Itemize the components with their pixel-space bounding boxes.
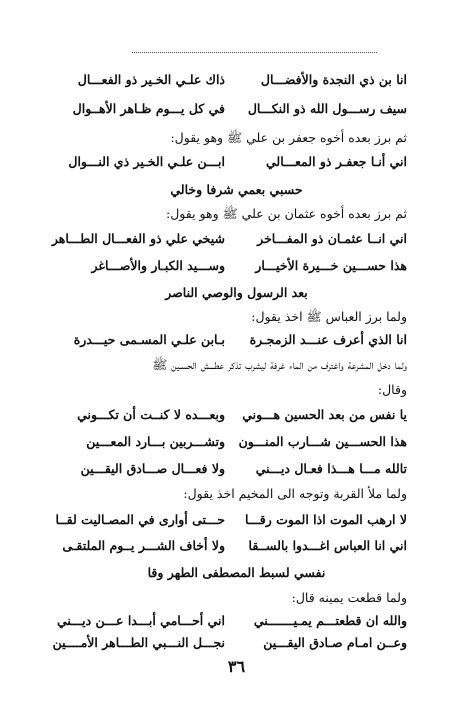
verse-first-hemistich: تالله مـــا هـــذا فعـال ديـــني xyxy=(255,461,407,476)
verse-second-hemistich: وتشـــربين بـــارد المعـــين xyxy=(86,434,225,449)
prose-line: ولما دخل المشرعة واغترف من الماء غرفة ليشرب تذكر عطـــش الحسـين ﷺ xyxy=(152,357,407,372)
prose-line: ثم برز بعده أخوه عثمان بن علي ﷺ وهو يقول: xyxy=(166,206,407,221)
verse-first-hemistich: انا بن ذي النجدة والأفضـــال xyxy=(260,72,407,87)
verse-second-hemistich: في كل يـــوم ظـاهر الأهــوال xyxy=(72,101,225,116)
verse-second-hemistich: نجـــل النـــبي الطـــاهر الأمــــين xyxy=(52,635,225,650)
verse-second-hemistich: اني أحـــامي أبـــدا عـــن ديـــني xyxy=(56,613,225,628)
verse-line xyxy=(0,258,473,282)
verse-line xyxy=(0,101,473,125)
prose-line: ثم برز بعده أخوه جعفر بن علي ﷺ وهو يقول: xyxy=(170,130,407,145)
verse-line xyxy=(0,461,473,485)
prose-line: ولما قطعت يمينه قال: xyxy=(291,590,407,605)
verse-first-hemistich: يا نفس من بعد الحسين هـــوني xyxy=(242,407,407,422)
verse-second-hemistich: ولا أخاف الشـــر يــوم الملتقـى xyxy=(62,538,225,553)
verse-centered-line: بعد الرسول والوصي الناصر xyxy=(165,285,308,300)
header-dotted-rule xyxy=(132,52,377,55)
verse-line xyxy=(0,434,473,458)
prose-line: ولما برز العباس ﷺ اخذ يقول: xyxy=(251,309,407,324)
verse-first-hemistich: هذا الحســـين شـــارب المنـــون xyxy=(238,434,407,449)
verse-second-hemistich: ابـــن علـي الخـير ذي النـــوال xyxy=(68,154,225,169)
verse-second-hemistich: ذاك علـي الخـير ذو الفعـــال xyxy=(77,72,225,87)
verse-first-hemistich: والله ان قطعتـــم يمـيـــــــني xyxy=(253,613,407,628)
verse-first-hemistich: سيف رســـول الله ذو النكـــال xyxy=(247,101,407,116)
verse-first-hemistich: اني أنـا جعفـر ذو المعـــالي xyxy=(265,154,407,169)
verse-second-hemistich: شيخي علي ذو الفعـــال الطـــاهر xyxy=(51,231,225,246)
verse-first-hemistich: لا ارهب الموت اذا الموت رقـــا xyxy=(244,512,407,527)
verse-line xyxy=(0,538,473,562)
verse-second-hemistich: حـــتى أوارى في المصـاليت لقــا xyxy=(55,512,225,527)
verse-second-hemistich: وســـيد الكبـار والأصـــاغر xyxy=(91,258,225,273)
verse-line xyxy=(0,613,473,637)
verse-line xyxy=(0,154,473,178)
verse-second-hemistich: وبعـــده لا كنــت أن تكـــوني xyxy=(77,407,225,422)
verse-line xyxy=(0,407,473,431)
verse-first-hemistich: وعــن امـام صـادق اليقـــين xyxy=(263,635,407,650)
verse-first-hemistich: اني انــا عثمـان ذو المفـــاخر xyxy=(257,231,407,246)
verse-second-hemistich: بـابن علـي المسـمى حيـــدرة xyxy=(73,332,225,347)
verse-line xyxy=(0,72,473,96)
verse-first-hemistich: انا الذي أعرف عنـــد الزمجـرة xyxy=(249,332,407,347)
verse-first-hemistich: هذا حســـين خـــيرة الأخيـــار xyxy=(255,258,407,273)
verse-line xyxy=(0,512,473,536)
verse-line xyxy=(0,231,473,255)
verse-first-hemistich: اني انا العباس اغـــدوا بالســقا xyxy=(248,538,407,553)
verse-line xyxy=(0,635,473,659)
prose-line: وقال: xyxy=(377,382,407,397)
prose-line: ولما ملأ القربة وتوجه الى المخيم اخذ يقول: xyxy=(183,486,407,501)
verse-second-hemistich: ولا فعـــال صـــادق اليقـــين xyxy=(80,461,225,476)
verse-centered-line: حسبي بعمي شرفا وخالي xyxy=(170,182,303,197)
verse-line xyxy=(0,332,473,356)
page-number: ٣٦ xyxy=(227,657,246,676)
verse-centered-line: نفسي لسبط المصطفى الطهر وقا xyxy=(147,565,326,580)
